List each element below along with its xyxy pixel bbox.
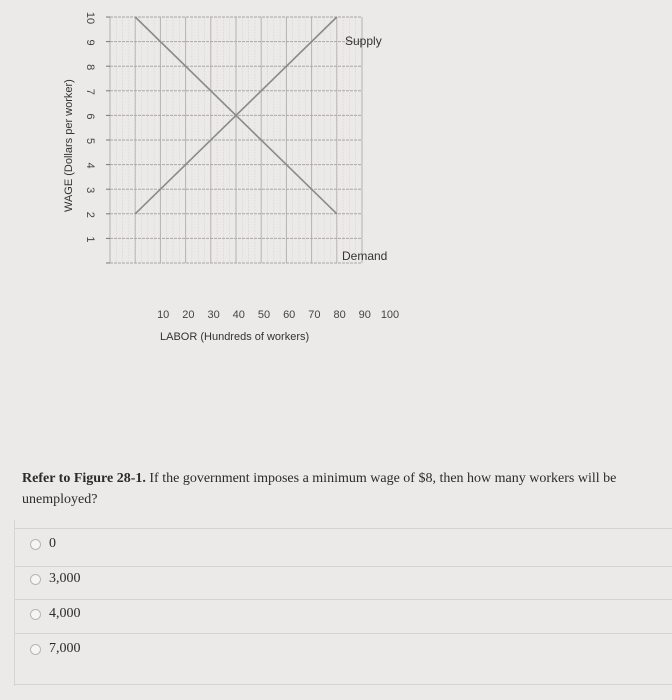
x-tick-label: 90 [358,309,371,321]
y-axis-title: WAGE (Dollars per worker) [63,79,75,212]
y-tick-label: 10 [84,11,96,25]
divider [15,599,672,600]
question-figure-ref: Refer to Figure 28-1. [22,471,146,486]
y-tick-label: 6 [84,113,96,120]
answer-option-label: 7,000 [49,641,81,656]
answer-option-label: 0 [49,536,56,551]
y-tick-label: 1 [84,236,96,243]
divider [15,633,672,634]
frame-border [14,520,15,686]
radio-circle-icon[interactable] [30,574,41,585]
x-tick-label: 50 [257,309,271,321]
x-tick-label: 70 [308,309,321,321]
answer-option-label: 4,000 [49,606,81,621]
x-tick-labels [157,309,399,321]
y-tick-label: 7 [84,88,96,95]
answer-option-3[interactable] [30,641,81,657]
answer-option-0[interactable] [30,536,56,552]
answer-option-label: 3,000 [49,571,81,586]
x-tick-label: 80 [333,309,346,321]
divider [15,684,672,685]
divider [15,566,672,567]
question-text [22,468,652,510]
y-tick-labels [84,12,96,243]
divider [15,528,672,529]
x-axis-title: LABOR (Hundreds of workers) [160,331,310,343]
supply-curve-label: Supply [345,34,382,48]
y-tick-label: 2 [84,211,96,218]
chart-grid [106,17,362,263]
x-tick-label: 100 [380,309,400,321]
x-tick-label: 60 [283,309,296,321]
radio-circle-icon[interactable] [30,539,41,550]
y-tick-label: 8 [84,64,96,71]
y-tick-label: 5 [84,137,96,145]
x-tick-label: 40 [232,309,245,321]
y-tick-label: 4 [84,162,96,169]
radio-circle-icon[interactable] [30,609,41,620]
x-tick-label: 20 [182,309,195,321]
answer-option-1[interactable] [30,571,81,587]
x-tick-label: 10 [157,309,170,321]
question-body: If the government imposes a minimum wage of $8, then how many workers will be unemployed? [22,471,617,507]
demand-curve-label: Demand [342,249,388,263]
y-tick-label: 3 [84,187,96,194]
answer-option-2[interactable] [30,606,81,622]
x-tick-label: 30 [207,309,220,321]
y-tick-label: 9 [84,39,96,46]
radio-circle-icon[interactable] [30,644,41,655]
